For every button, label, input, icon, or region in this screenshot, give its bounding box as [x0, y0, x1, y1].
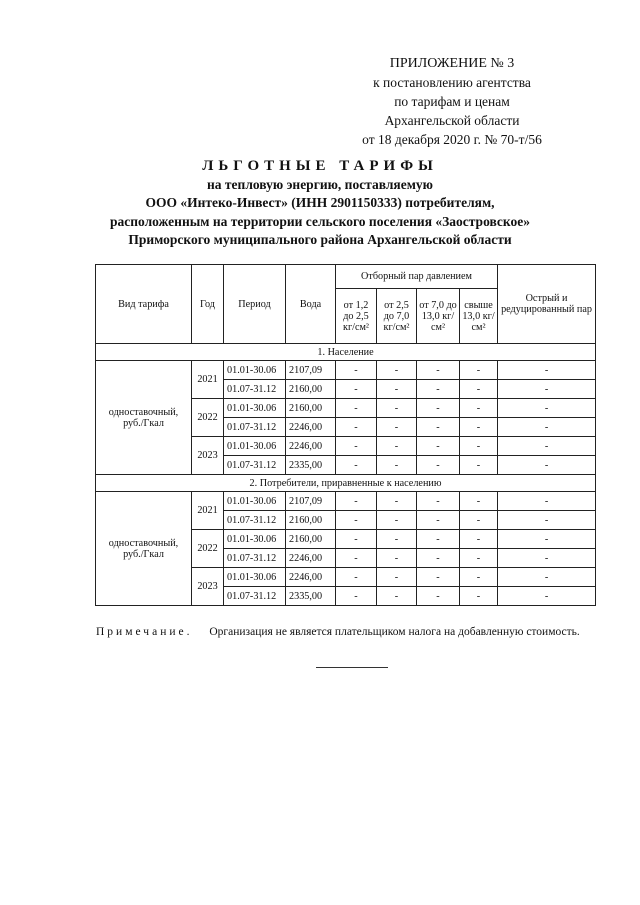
empty-value-cell: - — [498, 530, 596, 549]
empty-value-cell: - — [336, 587, 377, 606]
header-water: Вода — [286, 265, 336, 344]
empty-value-cell: - — [417, 587, 460, 606]
empty-value-cell: - — [336, 492, 377, 511]
empty-value-cell: - — [460, 418, 498, 437]
tariff-table — [95, 264, 596, 606]
empty-value-cell: - — [417, 568, 460, 587]
empty-value-cell: - — [336, 511, 377, 530]
period-cell: 01.01-30.06 — [224, 492, 286, 511]
header-pressure-4: свыше 13,0 кг/см² — [460, 289, 498, 344]
empty-value-cell: - — [460, 549, 498, 568]
empty-value-cell: - — [336, 418, 377, 437]
empty-value-cell: - — [498, 361, 596, 380]
header-tariff-type: Вид тарифа — [96, 265, 192, 344]
period-cell: 01.01-30.06 — [224, 437, 286, 456]
header-year: Год — [192, 265, 224, 344]
period-cell: 01.01-30.06 — [224, 568, 286, 587]
empty-value-cell: - — [460, 587, 498, 606]
empty-value-cell: - — [377, 568, 417, 587]
water-tariff-cell: 2160,00 — [286, 399, 336, 418]
header-period: Период — [224, 265, 286, 344]
heading-line: расположенным на территории сельского поселения «Заостровское» — [109, 213, 531, 229]
section-row — [96, 344, 596, 361]
year-cell: 2023 — [192, 568, 224, 606]
appendix-block — [322, 54, 582, 149]
tariff-table-body — [96, 344, 596, 606]
appendix-line: Архангельской области — [384, 113, 520, 128]
heading-line: ООО «Интеко-Инвест» (ИНН 2901150333) потребителям, — [145, 195, 495, 210]
empty-value-cell: - — [498, 399, 596, 418]
water-tariff-cell: 2335,00 — [286, 456, 336, 475]
appendix-title: ПРИЛОЖЕНИЕ № 3 — [389, 56, 515, 71]
empty-value-cell: - — [377, 437, 417, 456]
section-title: 1. Население — [96, 344, 596, 361]
header-pressure-1: от 1,2 до 2,5 кг/см² — [336, 289, 377, 344]
header-steam-group: Отборный пар давлением — [336, 265, 498, 289]
empty-value-cell: - — [377, 511, 417, 530]
empty-value-cell: - — [460, 530, 498, 549]
empty-value-cell: - — [417, 418, 460, 437]
tariff-type-cell: одноставочный, руб./Гкал — [96, 492, 192, 606]
water-tariff-cell: 2160,00 — [286, 380, 336, 399]
empty-value-cell: - — [377, 456, 417, 475]
header-pressure-3: от 7,0 до 13,0 кг/см² — [417, 289, 460, 344]
water-tariff-cell: 2246,00 — [286, 568, 336, 587]
period-cell: 01.07-31.12 — [224, 456, 286, 475]
year-cell: 2023 — [192, 437, 224, 475]
empty-value-cell: - — [336, 568, 377, 587]
empty-value-cell: - — [498, 549, 596, 568]
period-cell: 01.07-31.12 — [224, 549, 286, 568]
empty-value-cell: - — [377, 361, 417, 380]
empty-value-cell: - — [336, 399, 377, 418]
empty-value-cell: - — [460, 492, 498, 511]
period-cell: 01.07-31.12 — [224, 380, 286, 399]
header-sharp-steam: Острый и редуцированный пар — [498, 265, 596, 344]
empty-value-cell: - — [377, 418, 417, 437]
empty-value-cell: - — [498, 437, 596, 456]
water-tariff-cell: 2107,09 — [286, 492, 336, 511]
empty-value-cell: - — [377, 530, 417, 549]
period-cell: 01.07-31.12 — [224, 587, 286, 606]
empty-value-cell: - — [377, 587, 417, 606]
header-pressure-2: от 2,5 до 7,0 кг/см² — [377, 289, 417, 344]
period-cell: 01.01-30.06 — [224, 530, 286, 549]
empty-value-cell: - — [498, 587, 596, 606]
table-row — [96, 361, 596, 380]
document-heading — [60, 157, 580, 250]
year-cell: 2022 — [192, 530, 224, 568]
section-title: 2. Потребители, приравненные к населению — [96, 475, 596, 492]
appendix-line: по тарифам и ценам — [394, 94, 510, 109]
empty-value-cell: - — [336, 380, 377, 399]
empty-value-cell: - — [336, 361, 377, 380]
empty-value-cell: - — [377, 549, 417, 568]
tariff-type-cell: одноставочный, руб./Гкал — [96, 361, 192, 475]
empty-value-cell: - — [377, 399, 417, 418]
empty-value-cell: - — [417, 511, 460, 530]
year-cell: 2021 — [192, 361, 224, 399]
year-cell: 2021 — [192, 492, 224, 530]
water-tariff-cell: 2246,00 — [286, 418, 336, 437]
empty-value-cell: - — [460, 568, 498, 587]
empty-value-cell: - — [336, 549, 377, 568]
empty-value-cell: - — [498, 492, 596, 511]
empty-value-cell: - — [460, 380, 498, 399]
water-tariff-cell: 2335,00 — [286, 587, 336, 606]
period-cell: 01.07-31.12 — [224, 511, 286, 530]
empty-value-cell: - — [460, 361, 498, 380]
water-tariff-cell: 2246,00 — [286, 437, 336, 456]
empty-value-cell: - — [417, 492, 460, 511]
water-tariff-cell: 2160,00 — [286, 530, 336, 549]
empty-value-cell: - — [498, 511, 596, 530]
empty-value-cell: - — [460, 437, 498, 456]
empty-value-cell: - — [336, 437, 377, 456]
water-tariff-cell: 2160,00 — [286, 511, 336, 530]
empty-value-cell: - — [498, 568, 596, 587]
table-row — [96, 492, 596, 511]
empty-value-cell: - — [417, 549, 460, 568]
period-cell: 01.01-30.06 — [224, 399, 286, 418]
footnote-label: Примечание. — [96, 626, 193, 638]
water-tariff-cell: 2246,00 — [286, 549, 336, 568]
heading-line: на тепловую энергию, поставляемую — [207, 176, 433, 192]
empty-value-cell: - — [336, 456, 377, 475]
period-cell: 01.01-30.06 — [224, 361, 286, 380]
empty-value-cell: - — [417, 437, 460, 456]
heading-line: Приморского муниципального района Архангельской области — [128, 232, 512, 247]
appendix-line: от 18 декабря 2020 г. № 70-т/56 — [362, 132, 542, 147]
water-tariff-cell: 2107,09 — [286, 361, 336, 380]
empty-value-cell: - — [460, 399, 498, 418]
period-cell: 01.07-31.12 — [224, 418, 286, 437]
empty-value-cell: - — [460, 511, 498, 530]
empty-value-cell: - — [417, 361, 460, 380]
year-cell: 2022 — [192, 399, 224, 437]
empty-value-cell: - — [460, 456, 498, 475]
empty-value-cell: - — [377, 492, 417, 511]
divider — [316, 667, 388, 668]
empty-value-cell: - — [417, 399, 460, 418]
empty-value-cell: - — [336, 530, 377, 549]
empty-value-cell: - — [498, 380, 596, 399]
footnote — [96, 626, 616, 638]
section-row — [96, 475, 596, 492]
empty-value-cell: - — [498, 418, 596, 437]
empty-value-cell: - — [417, 456, 460, 475]
page-title: ЛЬГОТНЫЕ ТАРИФЫ — [202, 158, 438, 174]
empty-value-cell: - — [417, 530, 460, 549]
footnote-text: Организация не является плательщиком налога на добавленную стоимость. — [209, 626, 580, 638]
empty-value-cell: - — [377, 380, 417, 399]
empty-value-cell: - — [498, 456, 596, 475]
empty-value-cell: - — [417, 380, 460, 399]
appendix-line: к постановлению агентства — [373, 75, 531, 90]
